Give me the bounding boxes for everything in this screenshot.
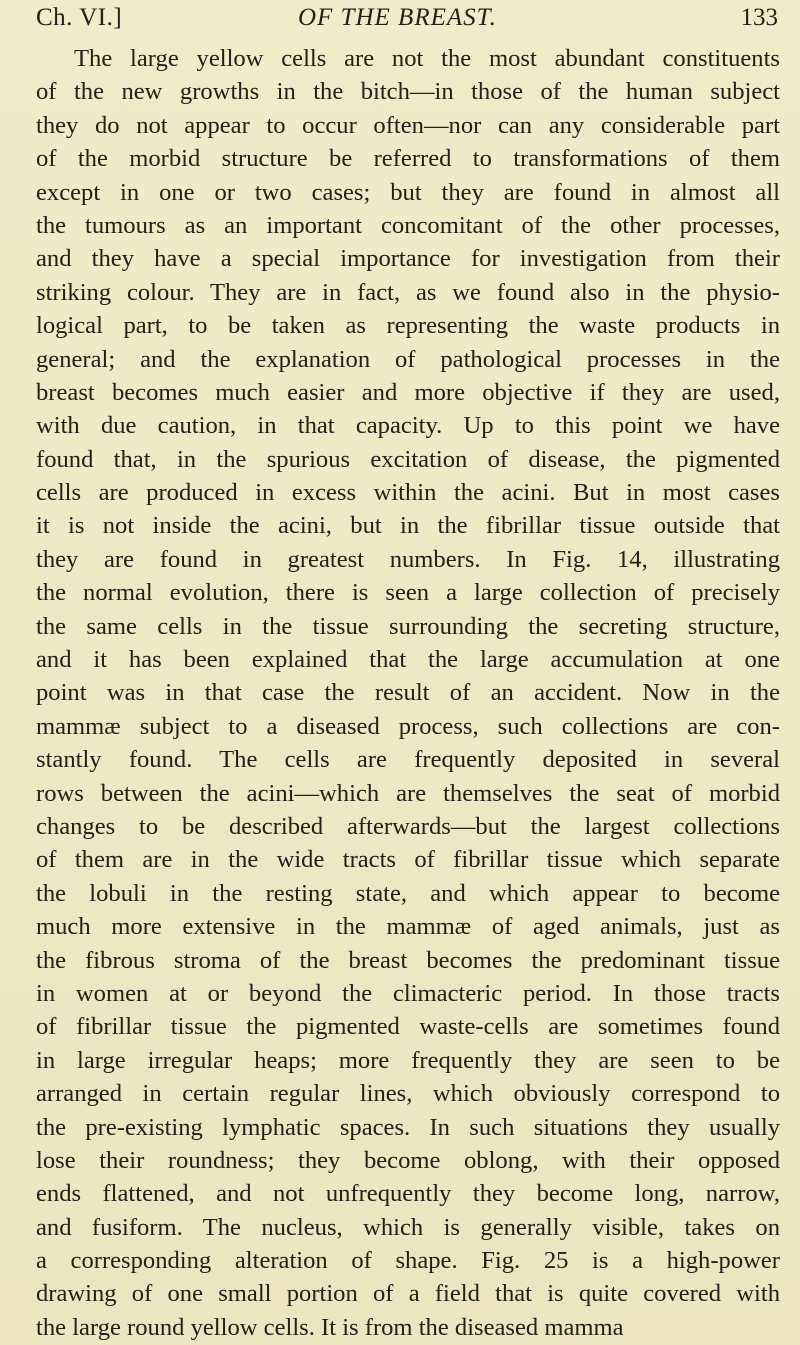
text-line: changes to be described afterwards—but the largest collections: [36, 812, 780, 840]
running-title: OF THE BREAST.: [298, 4, 497, 31]
text-line: point was in that case the result of an accident. Now in the: [36, 679, 780, 707]
text-line: in large irregular heaps; more frequently they are seen to be: [36, 1046, 780, 1074]
paragraph: [36, 42, 780, 1344]
text-line: The large yellow cells are not the most abundant constituents: [74, 45, 780, 72]
text-line: the lobuli in the resting state, and which appear to become: [36, 879, 780, 907]
text-line: lose their roundness; they become oblong, with their opposed: [36, 1146, 780, 1174]
text-line: the tumours as an important concomitant of the other processes,: [36, 211, 780, 239]
text-line: ends flattened, and not unfrequently they become long, narrow,: [36, 1180, 780, 1208]
text-line: striking colour. They are in fact, as we found also in the physio-: [36, 278, 780, 306]
text-line: it is not inside the acini, but in the fibrillar tissue outside that: [36, 512, 780, 540]
text-line: drawing of one small portion of a field that is quite covered with: [36, 1280, 780, 1308]
text-line: logical part, to be taken as representing the waste products in: [36, 312, 780, 340]
text-line: the same cells in the tissue surrounding the secreting structure,: [36, 612, 780, 640]
text-line: breast becomes much easier and more objective if they are used,: [36, 378, 780, 406]
text-line: they are found in greatest numbers. In Fig. 14, illustrating: [36, 545, 780, 573]
text-line: mammæ subject to a diseased process, such collections are con-: [36, 712, 780, 740]
text-line: the fibrous stroma of the breast becomes the predominant tissue: [36, 946, 780, 974]
text-line: of fibrillar tissue the pigmented waste-cells are sometimes found: [36, 1013, 780, 1041]
text-line: in women at or beyond the climacteric period. In those tracts: [36, 979, 780, 1007]
text-line: much more extensive in the mammæ of aged animals, just as: [36, 913, 780, 941]
text-line: and it has been explained that the large accumulation at one: [36, 646, 780, 674]
text-line: they do not appear to occur often—nor can any considerable part: [36, 111, 780, 139]
page-header: [36, 4, 778, 40]
text-line: of the morbid structure be referred to transformations of them: [36, 145, 780, 173]
text-line: the normal evolution, there is seen a large collection of precisely: [36, 579, 780, 607]
text-line: with due caution, in that capacity. Up to this point we have: [36, 412, 780, 440]
text-line: rows between the acini—which are themselves the seat of morbid: [36, 779, 780, 807]
text-line: general; and the explanation of pathological processes in the: [36, 345, 780, 373]
chapter-label: Ch. VI.]: [36, 4, 123, 31]
text-line: except in one or two cases; but they are found in almost all: [36, 178, 780, 206]
text-line: stantly found. The cells are frequently deposited in several: [36, 746, 780, 774]
page-number: 133: [740, 4, 778, 31]
text-line: and fusiform. The nucleus, which is generally visible, takes on: [36, 1213, 780, 1241]
text-line: and they have a special importance for investigation from their: [36, 245, 780, 273]
text-line: the large round yellow cells. It is from the diseased mamma: [36, 1313, 624, 1341]
text-line: cells are produced in excess within the acini. But in most cases: [36, 479, 780, 507]
text-line: a corresponding alteration of shape. Fig. 25 is a high-power: [36, 1247, 780, 1275]
text-line: the pre-existing lymphatic spaces. In such situations they usually: [36, 1113, 780, 1141]
text-line: of the new growths in the bitch—in those of the human subject: [36, 78, 780, 106]
text-line: of them are in the wide tracts of fibrillar tissue which separate: [36, 846, 780, 874]
text-line: found that, in the spurious excitation of disease, the pigmented: [36, 445, 780, 473]
text-line: arranged in certain regular lines, which obviously correspond to: [36, 1080, 780, 1108]
